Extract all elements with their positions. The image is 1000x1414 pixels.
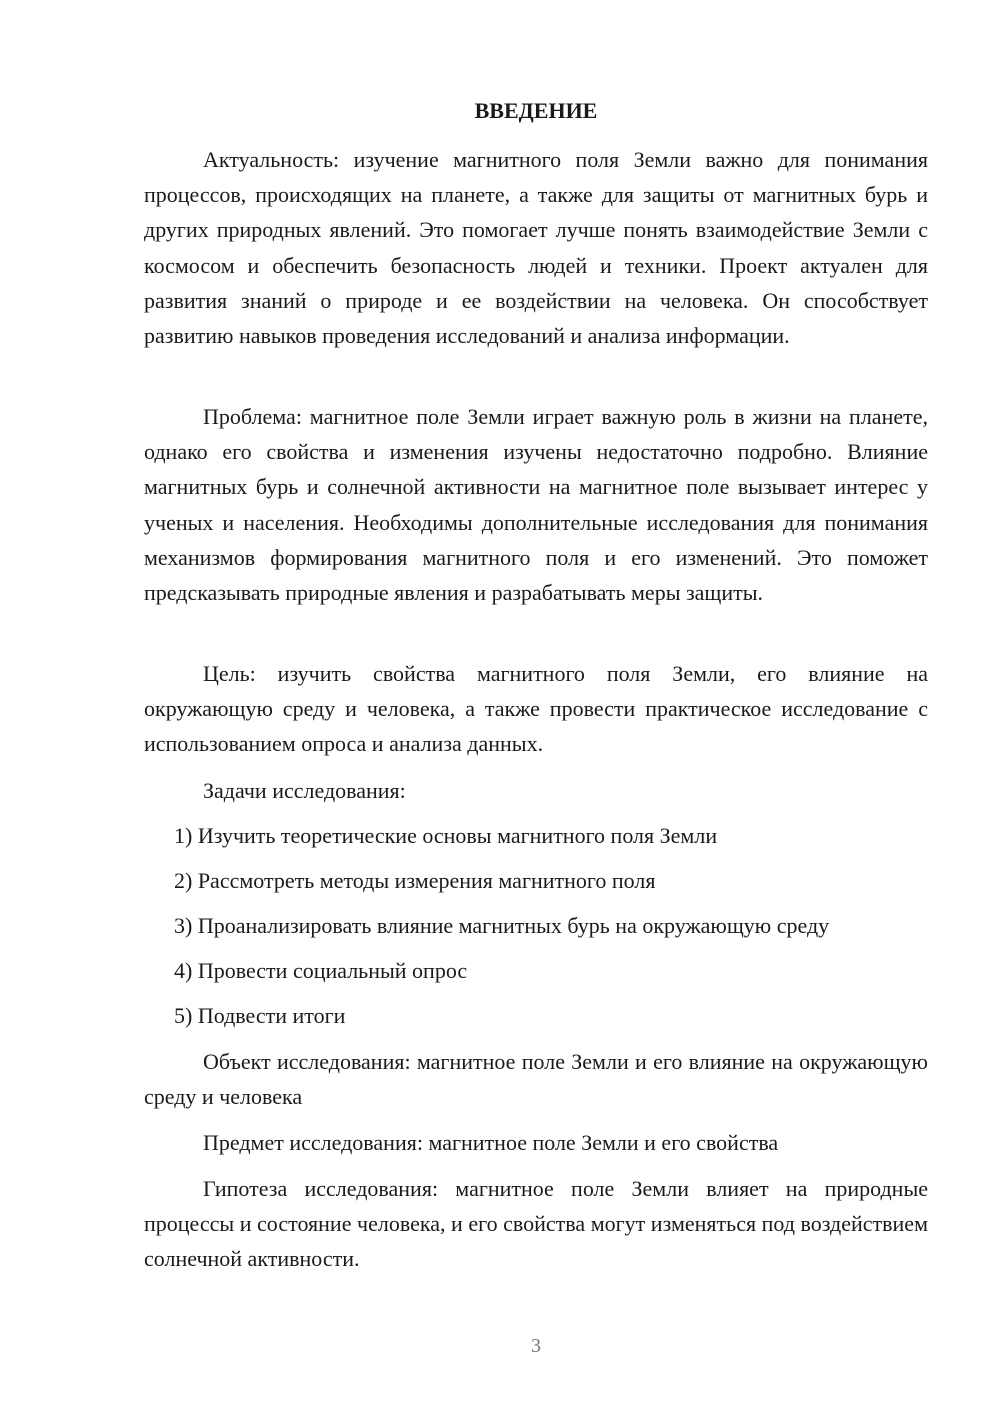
task-item: 3) Проанализировать влияние магнитных бурь на окружающую среду bbox=[174, 913, 830, 938]
page-number: 3 bbox=[531, 1335, 541, 1357]
task-item: 2) Рассмотреть методы измерения магнитного поля bbox=[174, 868, 656, 893]
task-item: 5) Подвести итоги bbox=[174, 1003, 346, 1028]
task-item: 4) Провести социальный опрос bbox=[174, 958, 468, 983]
relevance-paragraph: Актуальность: изучение магнитного поля Земли важно для понимания процессов, происходящих на планете, а также для защиты от магнитных бурь и других природных явлений. Это помогает лучше понять взаимодействие Земли с космосом и обеспечить безопасность людей и техники. Проект актуален для развития знаний о природе и ее воздействии на человека. Он способствует развитию навыков проведения исследований и анализа информации. bbox=[144, 147, 928, 349]
goal-paragraph: Цель: изучить свойства магнитного поля Земли, его влияние на окружающую среду и человека, а также провести практическое исследование с использованием опроса и анализа данных. bbox=[144, 661, 928, 757]
task-item: 1) Изучить теоретические основы магнитного поля Земли bbox=[174, 823, 718, 848]
hypothesis-paragraph: Гипотеза исследования: магнитное поле Земли влияет на природные процессы и состояние человека, и его свойства могут изменяться под воздействием солнечной активности. bbox=[144, 1176, 928, 1272]
tasks-heading: Задачи исследования: bbox=[203, 778, 406, 803]
subject-paragraph: Предмет исследования: магнитное поле Земли и его свойства bbox=[203, 1130, 779, 1155]
object-paragraph: Объект исследования: магнитное поле Земли и его влияние на окружающую среду и человека bbox=[144, 1049, 928, 1110]
problem-paragraph: Проблема: магнитное поле Земли играет важную роль в жизни на планете, однако его свойства и изменения изучены недостаточно подробно. Влияние магнитных бурь и солнечной активности на магнитное поле вызывает интерес у ученых и населения. Необходимы дополнительные исследования для понимания механизмов формирования магнитного поля и его изменений. Это поможет предсказывать природные явления и разрабатывать меры защиты. bbox=[144, 404, 928, 606]
page-title: ВВЕДЕНИЕ bbox=[474, 98, 598, 123]
